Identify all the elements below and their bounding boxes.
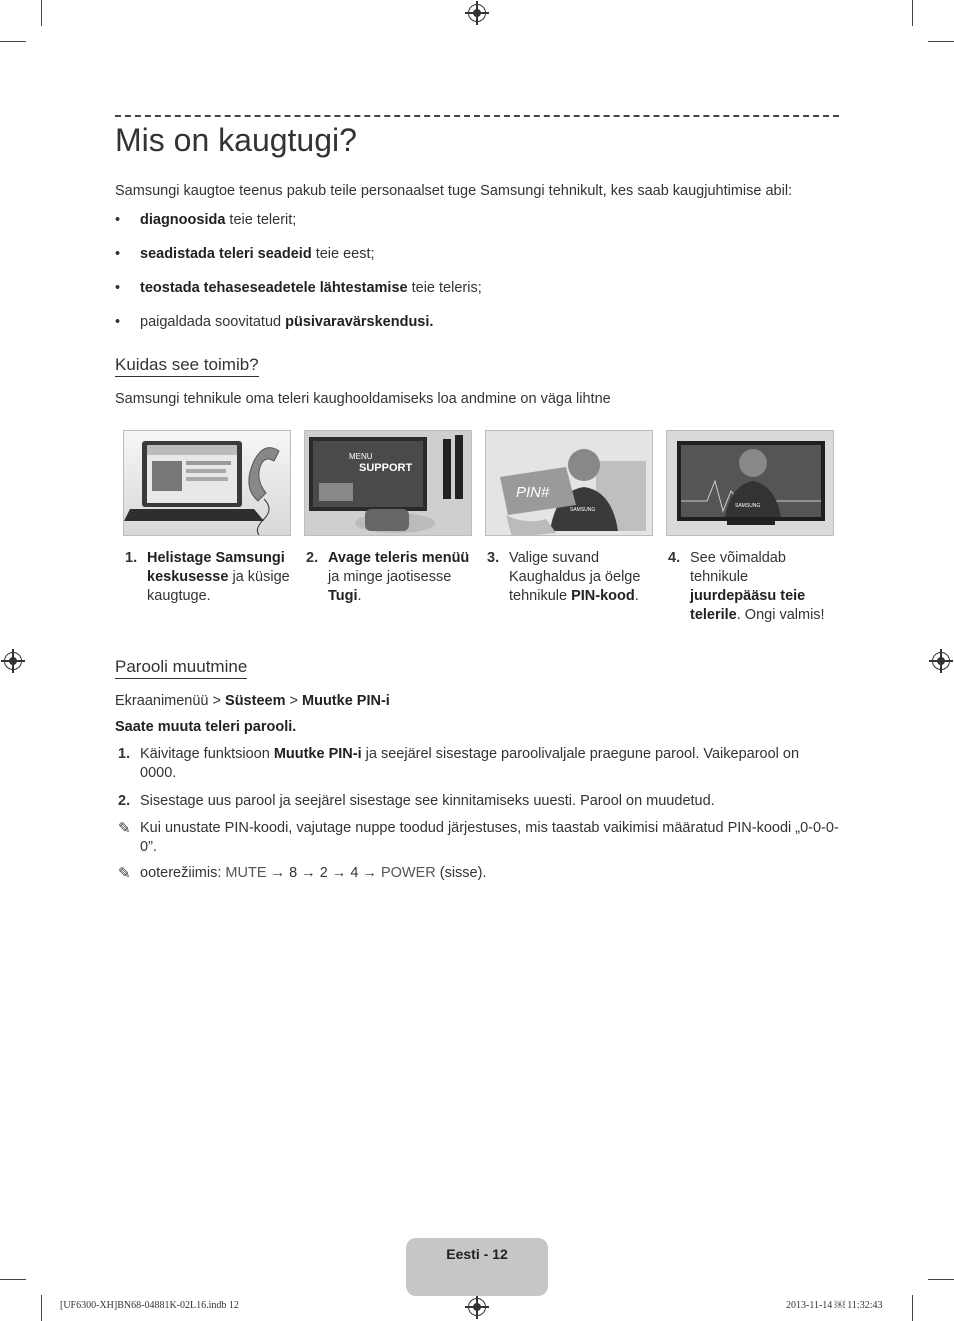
how-heading: Kuidas see toimib? xyxy=(115,355,259,377)
samsung-logo: SAMSUNG xyxy=(735,503,761,509)
crop-mark xyxy=(0,1279,26,1280)
registration-mark-icon xyxy=(468,4,486,22)
crop-mark xyxy=(928,41,954,42)
registration-mark-icon xyxy=(4,652,22,670)
how-text: Samsungi tehnikule oma teleri kaughooldamiseks loa andmine on väga lihtne xyxy=(115,391,611,407)
pin-subtitle: Saate muuta teleri parooli. xyxy=(115,719,297,735)
registration-mark-icon xyxy=(932,652,950,670)
registration-mark-icon xyxy=(468,1298,486,1316)
step-4: 4. See võimaldab tehnikule juurdepääsu teie telerile. Ongi valmis! xyxy=(668,550,825,623)
crop-mark xyxy=(41,0,42,26)
note-pencil-icon: ✎ xyxy=(118,820,131,837)
step-1: 1. Helistage Samsungi keskusesse ja küsige kaugtuge. xyxy=(125,550,290,604)
menu-path: Ekraanimenüü > Süsteem > Muutke PIN-i xyxy=(115,693,390,709)
note-pencil-icon: ✎ xyxy=(118,865,131,882)
illustration-laptop-phone xyxy=(123,430,291,536)
illustration-tv-technician xyxy=(666,430,834,536)
step-2: 2. Avage teleris menüü ja minge jaotisesse Tugi. xyxy=(306,550,470,604)
crop-mark xyxy=(912,1295,913,1321)
note-forgot-pin: ✎ Kui unustate PIN-koodi, vajutage nuppe toodud järjestuses, mis taastab vaikimisi määratud PIN-koodi „0-0-0-0”. xyxy=(118,820,839,855)
page-number-tab xyxy=(406,1238,548,1296)
bullet-item: • teostada tehaseseadetele lähtestamise teie teleris; xyxy=(115,280,482,296)
samsung-logo: SAMSUNG xyxy=(570,507,596,513)
bullet-item: • seadistada teleri seadeid teie eest; xyxy=(115,246,375,262)
crop-mark xyxy=(0,41,26,42)
crop-mark xyxy=(928,1279,954,1280)
title-divider xyxy=(115,115,839,117)
pin-heading: Parooli muutmine xyxy=(115,657,247,679)
intro-text: Samsungi kaugtoe teenus pakub teile personaalset tuge Samsungi tehnikult, kes saab kaugjuhtimise abil: xyxy=(115,183,793,199)
note-standby-sequence: ✎ ooterežiimis: MUTE → 8 → 2 → 4 → POWER (sisse). xyxy=(118,865,487,882)
crop-mark xyxy=(41,1295,42,1321)
bullet-item: • diagnoosida teie telerit; xyxy=(115,212,297,228)
step-3: 3. Valige suvand Kaughaldus ja öelge tehnikule PIN-kood. xyxy=(487,550,641,604)
print-timestamp: 2013-11-14 ￼ 11:32:43 xyxy=(786,1300,883,1311)
crop-mark xyxy=(912,0,913,26)
page-number: Eesti - 12 xyxy=(446,1246,508,1262)
support-label: SUPPORT xyxy=(359,462,413,474)
pin-step-2: 2. Sisestage uus parool ja seejärel sisestage see kinnitamiseks uuesti. Parool on muudetud. xyxy=(118,793,715,809)
menu-label: MENU xyxy=(349,452,373,461)
pin-label: PIN# xyxy=(516,484,550,501)
page-title: Mis on kaugtugi? xyxy=(115,122,357,158)
illustration-pin-technician xyxy=(485,430,653,536)
illustration-tv-support-menu xyxy=(304,430,472,536)
pin-step-1: 1. Käivitage funktsioon Muutke PIN-i ja seejärel sisestage paroolivaljale praegune parool. Vaikeparool on 0000. xyxy=(118,746,800,781)
bullet-item: • paigaldada soovitatud püsivaravärskendusi. xyxy=(115,314,434,330)
print-file-info: [UF6300-XH]BN68-04881K-02L16.indb 12 xyxy=(60,1300,239,1311)
